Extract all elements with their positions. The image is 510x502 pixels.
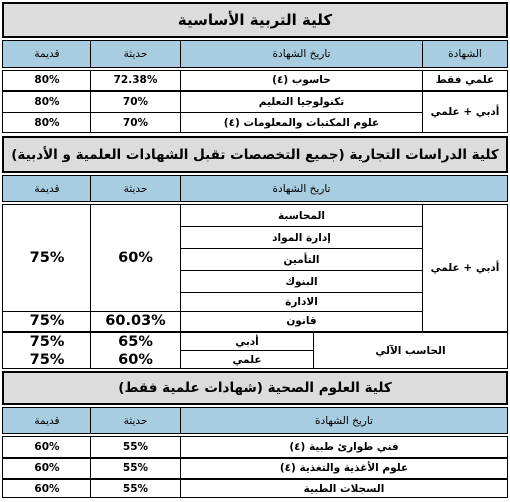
s1-row2-old xyxy=(4,92,90,111)
cell-text: علمي xyxy=(232,353,262,366)
section-title-basic-education xyxy=(2,2,508,38)
cell-text: قديمة xyxy=(34,48,60,60)
cell-text: قديمة xyxy=(34,414,60,427)
cell-text: علوم الأغذية والتغذية (٤) xyxy=(279,462,409,474)
s2-spec-accounting xyxy=(181,205,422,226)
s3-row2-old xyxy=(4,459,90,477)
cell-text: تكنولوجيا التعليم xyxy=(258,95,345,108)
cell-text: تاريخ الشهادة xyxy=(272,182,331,195)
s2-spec-management xyxy=(181,293,422,311)
s2-cert xyxy=(423,205,507,330)
cell-text: 72.38% xyxy=(113,74,158,86)
cell-text: أدبي xyxy=(235,335,259,348)
admission-table xyxy=(2,2,508,498)
cell-text: 80% xyxy=(34,116,60,129)
s3-row1-spec xyxy=(181,437,507,456)
cell-text: 80% xyxy=(34,95,60,108)
cell-text: حديثة xyxy=(123,182,148,195)
s1-row1-spec xyxy=(181,71,422,89)
cell-text: تاريخ الشهادة xyxy=(315,414,373,427)
s2-specs-new xyxy=(91,205,180,311)
s2-spec-banks xyxy=(181,271,422,292)
cell-text: الادارة xyxy=(285,296,318,308)
cell-text: أدبي + علمي xyxy=(430,261,500,274)
cell-text: 75% xyxy=(29,333,65,350)
s1-row3-spec xyxy=(181,113,422,132)
s1-row2-new xyxy=(91,92,180,111)
cell-text: التأمين xyxy=(283,253,320,266)
header-new xyxy=(91,408,180,433)
cell-text: 75% xyxy=(29,250,65,266)
s2-computer-name xyxy=(314,333,507,368)
s2-law-new xyxy=(91,312,180,330)
s2-computer-sci-new xyxy=(91,351,180,368)
s3-row3-spec xyxy=(181,480,507,497)
cell-text: أدبي + علمي xyxy=(430,106,500,118)
s3-row2-new xyxy=(91,459,180,477)
cell-text: إدارة المواد xyxy=(272,231,331,244)
cell-text: 75% xyxy=(29,313,65,329)
cell-text: 60% xyxy=(34,462,60,474)
cell-text: 65% xyxy=(118,333,153,350)
s1-row2-spec xyxy=(181,92,422,111)
s3-row2-spec xyxy=(181,459,507,477)
cell-text: حديثة xyxy=(123,414,148,427)
cell-text: 60% xyxy=(34,440,60,453)
header-history xyxy=(181,41,422,67)
header-old xyxy=(4,176,90,201)
s2-spec-materials xyxy=(181,227,422,248)
s2-computer-sci-old xyxy=(4,351,90,368)
cell-text: علمي فقط xyxy=(435,74,495,86)
s1-group1-cert xyxy=(423,71,507,89)
s2-law-old xyxy=(4,312,90,330)
header-old xyxy=(4,41,90,67)
section-title-health-sciences xyxy=(2,371,508,405)
cell-text: 80% xyxy=(34,74,60,86)
s1-group2-cert xyxy=(423,92,507,132)
cell-text: قانون xyxy=(286,315,317,327)
cell-text: 60% xyxy=(118,250,153,266)
s1-row1-new xyxy=(91,71,180,89)
s3-row1-old xyxy=(4,437,90,456)
s2-computer-sci-cert xyxy=(181,351,313,368)
cell-text: تاريخ الشهادة xyxy=(272,48,331,60)
header-cert xyxy=(423,41,507,67)
header-old xyxy=(4,408,90,433)
cell-text: الحاسب الآلي xyxy=(375,344,446,357)
cell-text: 75% xyxy=(29,351,65,368)
s1-row3-old xyxy=(4,113,90,132)
s2-specs-old xyxy=(4,205,90,311)
s2-computer-lit-cert xyxy=(181,333,313,350)
cell-text: الشهادة xyxy=(448,48,482,60)
cell-text: 55% xyxy=(122,440,149,453)
s3-row3-new xyxy=(91,480,180,497)
cell-text: حديثة xyxy=(123,48,148,60)
cell-text: 60.03% xyxy=(105,313,166,329)
cell-text: 60% xyxy=(118,351,153,368)
cell-text: قديمة xyxy=(34,182,60,195)
cell-text: علوم المكتبات والمعلومات (٤) xyxy=(223,116,380,129)
cell-text: 70% xyxy=(122,116,149,129)
header-history xyxy=(181,408,507,433)
header-history xyxy=(181,176,422,201)
s1-row3-new xyxy=(91,113,180,132)
s2-law-spec xyxy=(181,312,422,330)
cell-text: 60% xyxy=(34,482,60,495)
section-title-text: كلية العلوم الصحية (شهادات علمية فقط) xyxy=(118,380,392,396)
header-new xyxy=(91,176,180,201)
s3-row1-new xyxy=(91,437,180,456)
s2-computer-lit-new xyxy=(91,333,180,350)
cell-text: حاسوب (٤) xyxy=(272,74,331,86)
s3-row3-old xyxy=(4,480,90,497)
cell-text: المحاسبة xyxy=(277,209,326,222)
cell-text: 55% xyxy=(122,482,149,495)
s1-row1-old xyxy=(4,71,90,89)
section-title-text: كلية الدراسات التجارية (جميع التخصصات تقبل الشهادات العلمية و الأدبية) xyxy=(11,146,499,163)
cell-text: البنوك xyxy=(285,275,318,288)
s2-computer-lit-old xyxy=(4,333,90,350)
s2-spec-insurance xyxy=(181,249,422,270)
cell-text: 55% xyxy=(122,462,149,474)
section-title-commercial-studies xyxy=(2,136,508,173)
section-title-text: كلية التربية الأساسية xyxy=(177,11,333,29)
header-new xyxy=(91,41,180,67)
cell-text: السجلات الطبية xyxy=(303,482,385,495)
cell-text: 70% xyxy=(122,95,149,108)
cell-text: فني طوارئ طبية (٤) xyxy=(289,440,399,453)
